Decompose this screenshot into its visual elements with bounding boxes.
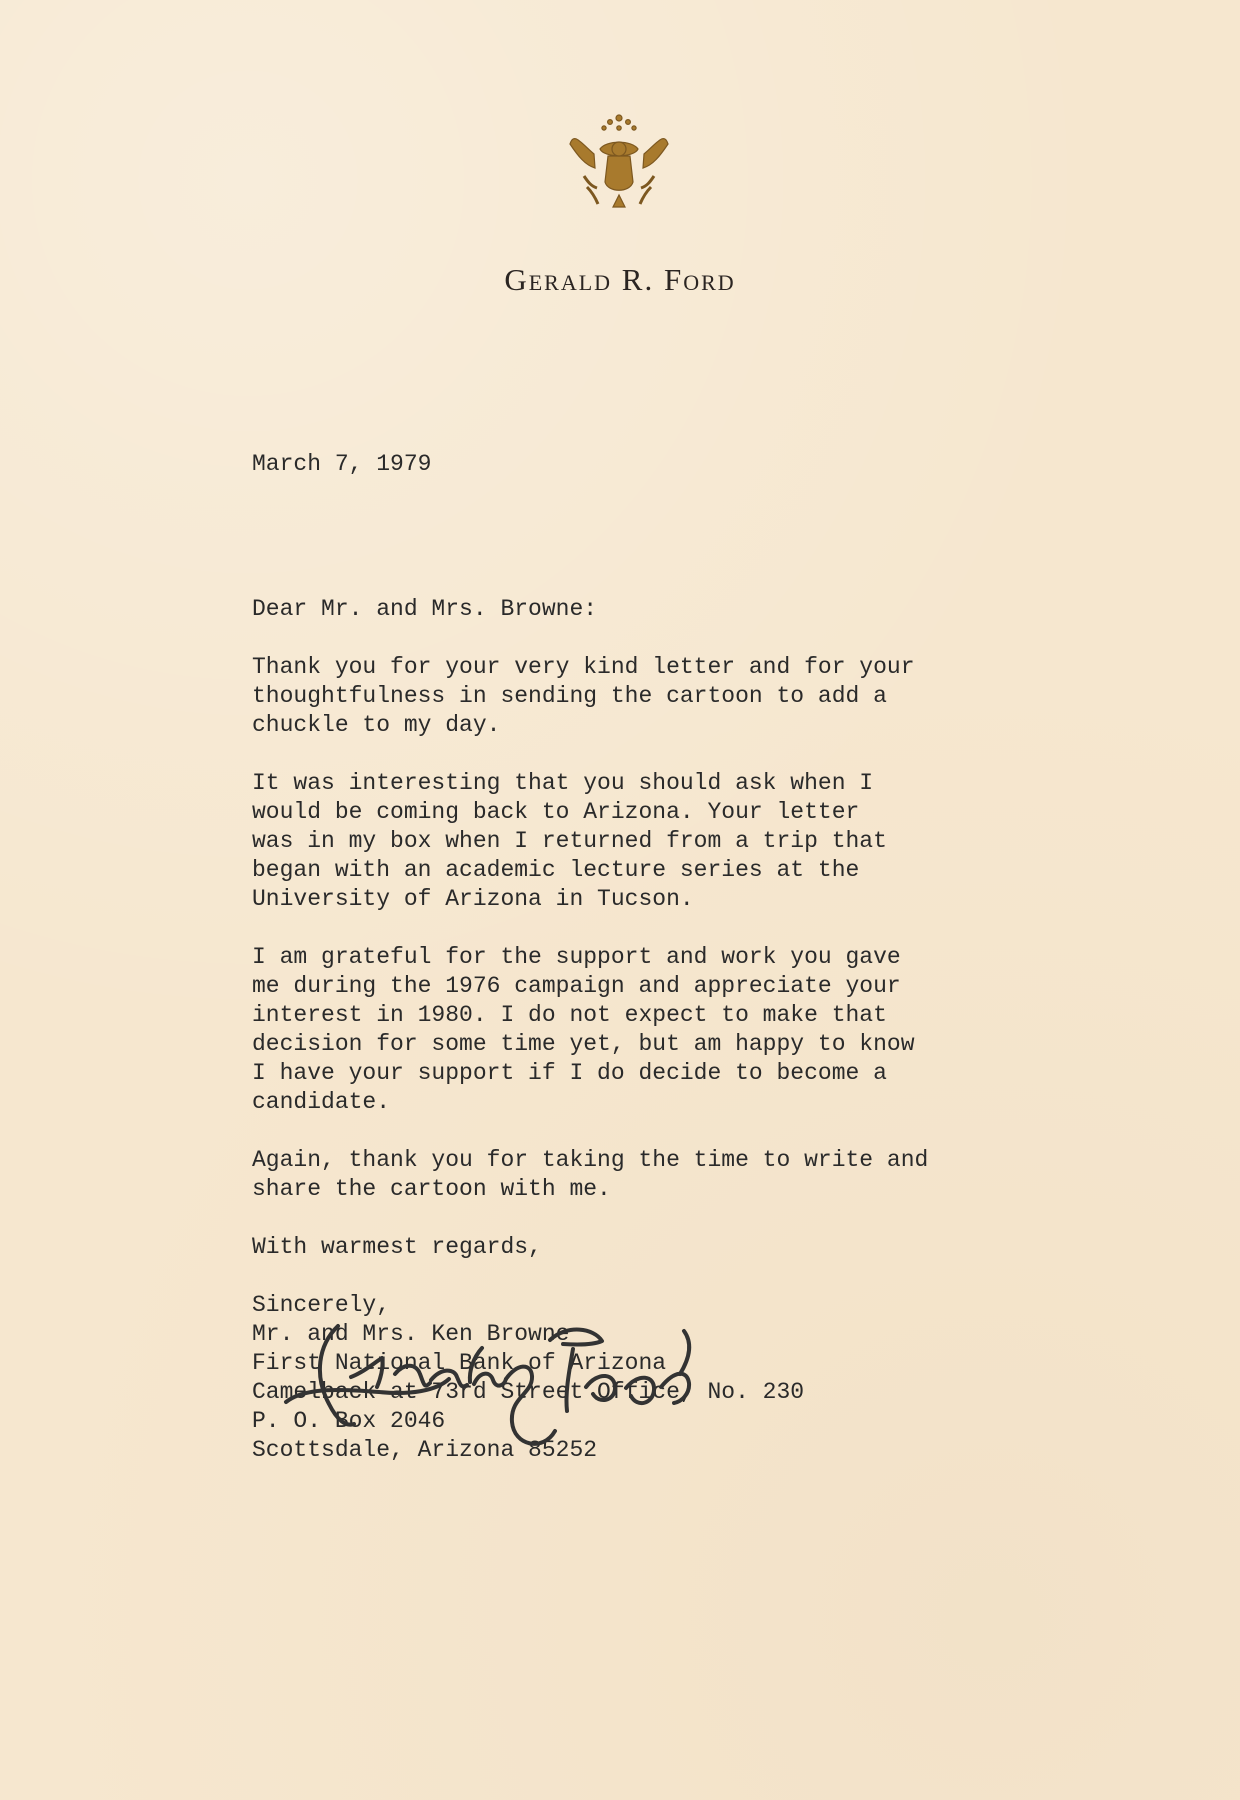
paragraph-4: Again, thank you for taking the time to write and share the cartoon with me.: [252, 1147, 929, 1202]
presidential-eagle-seal-icon: [560, 104, 678, 232]
signoff: Sincerely,: [252, 1292, 391, 1318]
letter-date: March 7, 1979: [252, 451, 432, 477]
recipient-address: Mr. and Mrs. Ken Browne First National Bank of Arizona Camelback at 73rd Street Office, No. 230 P. O. Box 2046 Scottsdale, Arizona 85252: [252, 1321, 805, 1463]
paragraph-1: Thank you for your very kind letter and for your thoughtfulness in sending the cartoon to add a chuckle to my day.: [252, 654, 915, 738]
handwritten-signature: [260, 1310, 700, 1460]
salutation: Dear Mr. and Mrs. Browne:: [252, 596, 598, 622]
closing: With warmest regards,: [252, 1234, 542, 1260]
paragraph-2: It was interesting that you should ask when I would be coming back to Arizona. Your letter was in my box when I returned from a trip that began with an academic lecture series at the University of Arizona in Tucson.: [252, 770, 887, 912]
paragraph-3: I am grateful for the support and work you gave me during the 1976 campaign and appreciate your interest in 1980. I do not expect to make that decision for some time yet, but am happy to know I have your support if I do decide to become a candidate.: [252, 944, 915, 1115]
letterhead-name: Gerald R. Ford: [504, 262, 736, 297]
